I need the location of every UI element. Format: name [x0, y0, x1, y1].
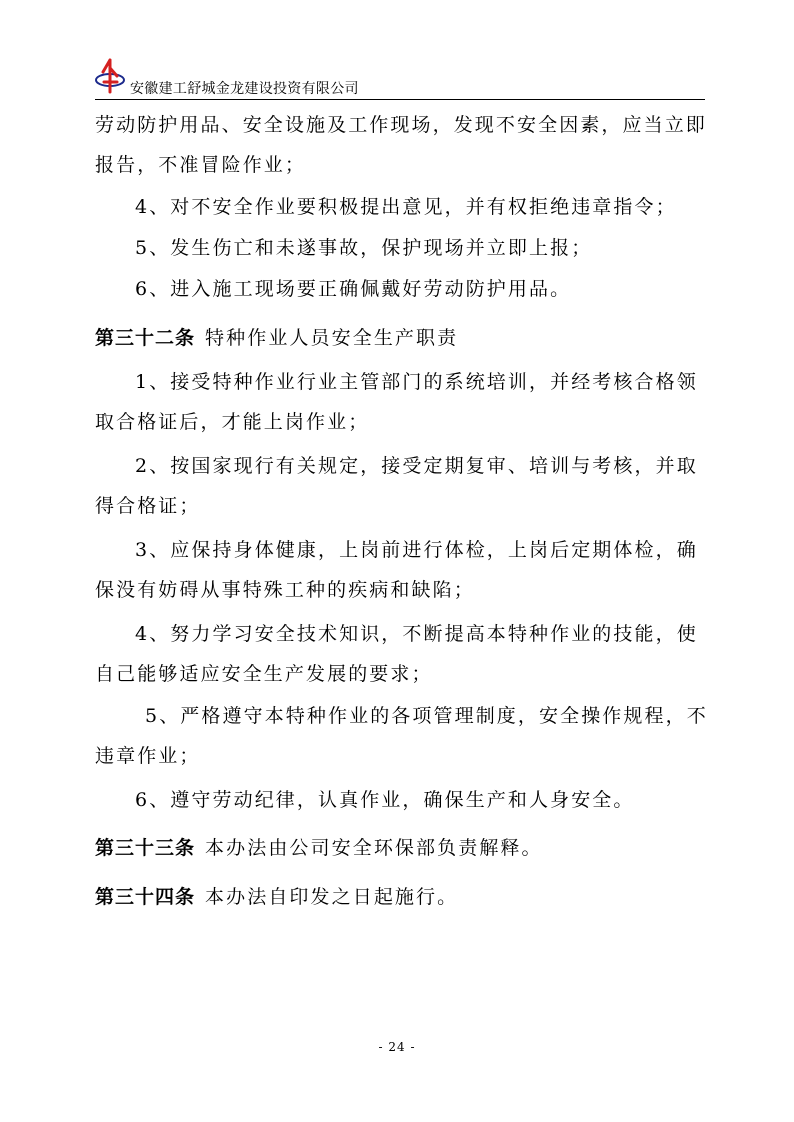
article-label: 第三十四条	[95, 886, 196, 908]
list-item: 5、发生伤亡和未遂事故，保护现场并立即上报；	[135, 237, 593, 259]
article-label: 第三十三条	[95, 837, 196, 859]
paragraph-line: 取合格证后，才能上岗作业；	[95, 411, 370, 433]
article-title: 特种作业人员安全生产职责	[205, 327, 459, 349]
paragraph-line: 劳动防护用品、安全设施及工作现场，发现不安全因素，应当立即	[95, 114, 707, 136]
list-item: 4、对不安全作业要积极提出意见，并有权拒绝违章指令；	[135, 196, 677, 218]
paragraph-line: 得合格证；	[95, 495, 201, 517]
paragraph-line: 保没有妨碍从事特殊工种的疾病和缺陷；	[95, 579, 475, 601]
list-item: 4、努力学习安全技术知识，不断提高本特种作业的技能，使	[135, 623, 698, 645]
header-rule	[95, 99, 705, 100]
article-label: 第三十二条	[95, 327, 196, 349]
article-text: 本办法自印发之日起施行。	[205, 886, 459, 908]
page-number: - 24 -	[378, 1040, 416, 1054]
list-item: 6、遵守劳动纪律，认真作业，确保生产和人身安全。	[135, 789, 635, 811]
paragraph-line: 报告，不准冒险作业；	[95, 154, 307, 176]
company-name: 安徽建工舒城金龙建设投资有限公司	[130, 81, 359, 97]
paragraph-line: 违章作业；	[95, 745, 201, 767]
company-logo-icon	[95, 58, 131, 94]
list-item: 3、应保持身体健康，上岗前进行体检，上岗后定期体检，确	[135, 539, 698, 561]
list-item: 6、进入施工现场要正确佩戴好劳动防护用品。	[135, 278, 572, 300]
list-item: 5、严格遵守本特种作业的各项管理制度，安全操作规程，不	[145, 705, 708, 727]
article-32	[95, 323, 458, 350]
list-item: 1、接受特种作业行业主管部门的系统培训，并经考核合格领	[135, 371, 698, 393]
article-33	[95, 833, 543, 860]
article-34	[95, 882, 458, 909]
list-item: 2、按国家现行有关规定，接受定期复审、培训与考核，并取	[135, 455, 698, 477]
article-text: 本办法由公司安全环保部负责解释。	[205, 837, 543, 859]
paragraph-line: 自己能够适应安全生产发展的要求；	[95, 663, 433, 685]
page-header	[95, 58, 705, 98]
